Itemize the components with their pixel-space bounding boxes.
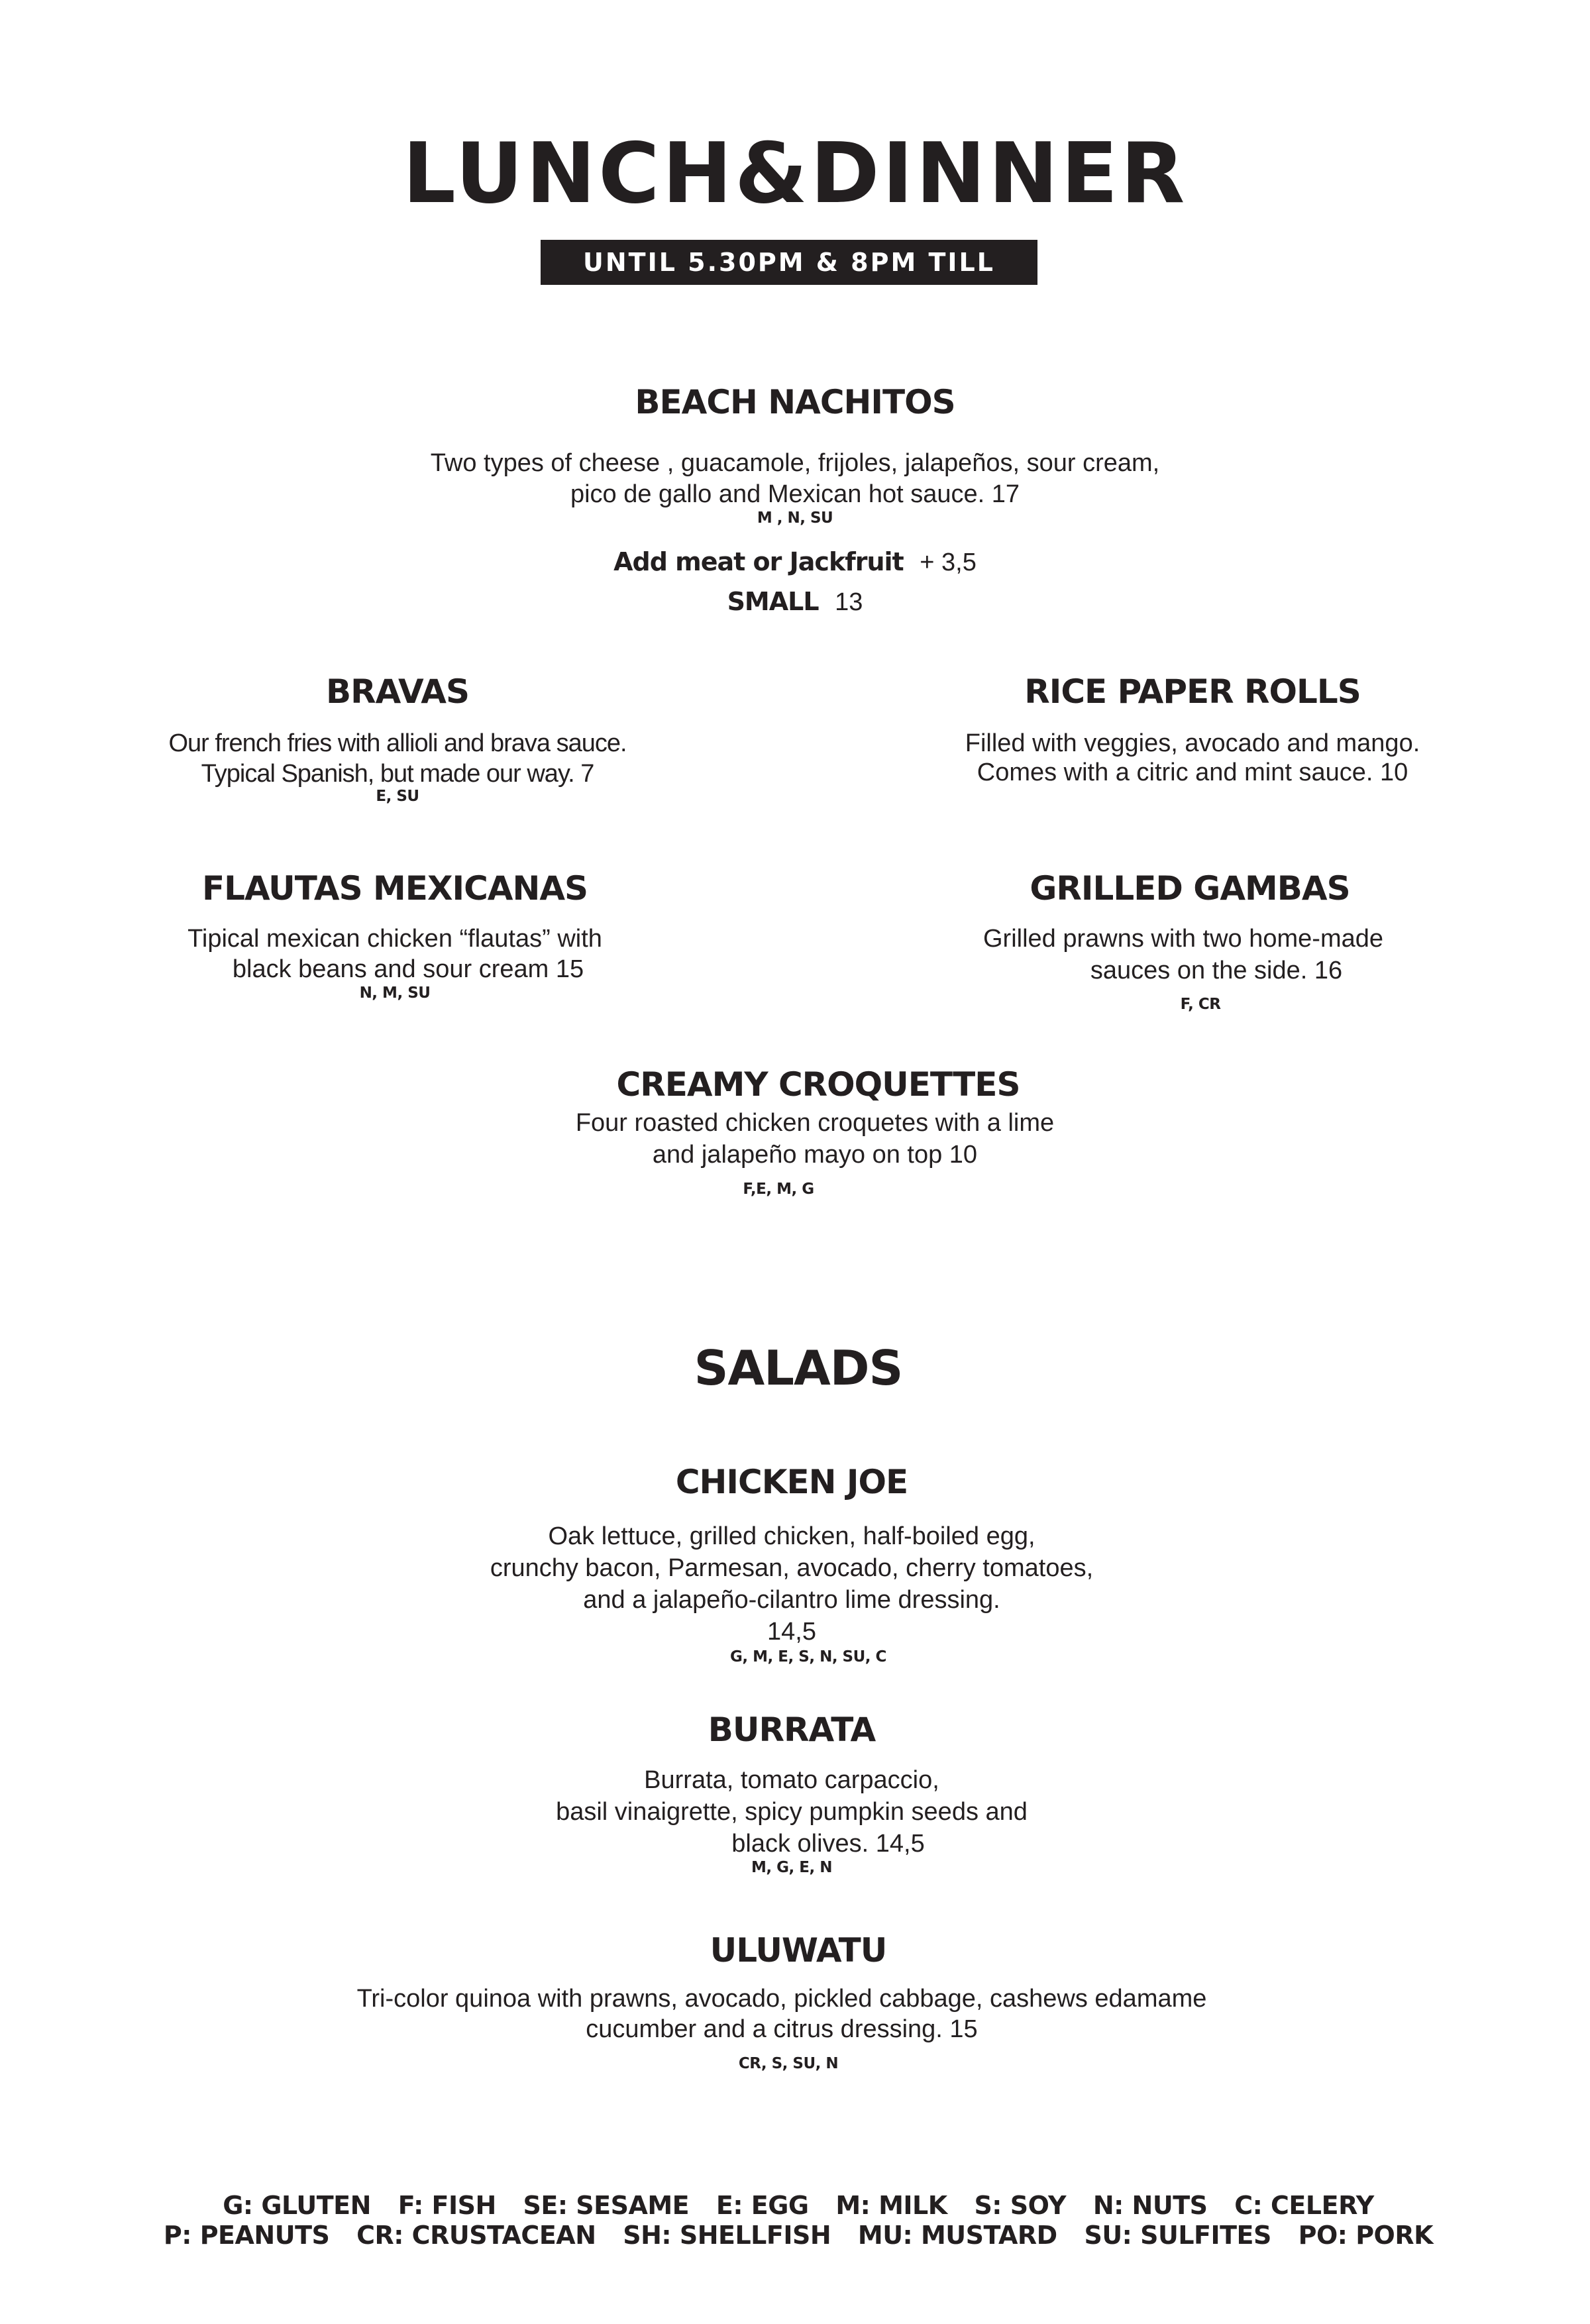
- dish-title-bravas: BRAVAS: [326, 672, 469, 711]
- addon-price: + 3,5: [920, 549, 977, 576]
- dish-desc-line: sauces on the side. 16: [1090, 957, 1343, 984]
- dish-title-uluwatu: ULUWATU: [710, 1931, 887, 1970]
- dish-desc-line: black olives. 14,5: [731, 1830, 925, 1858]
- addon-line: [0, 547, 1590, 577]
- dish-desc-line: Four roasted chicken croquetes with a lime: [575, 1109, 1055, 1137]
- dish-price: 14,5: [767, 1618, 816, 1646]
- dish-desc-line: Burrata, tomato carpaccio,: [644, 1766, 939, 1794]
- dish-desc-line: cucumber and a citrus dressing. 15: [586, 2015, 978, 2043]
- dish-desc-line: black beans and sour cream 15: [232, 955, 584, 983]
- dish-desc-line: Tri-color quinoa with prawns, avocado, pickled cabbage, cashews edamame: [356, 1985, 1207, 2013]
- legend-item: C: CELERY: [1234, 2191, 1374, 2220]
- legend-item: E: EGG: [716, 2191, 809, 2220]
- allergen-legend-row-2: [3, 2221, 1590, 2250]
- dish-title-burrata: BURRATA: [708, 1711, 876, 1749]
- dish-desc-line: Comes with a citric and mint sauce. 10: [977, 759, 1408, 786]
- addon-label: Add meat or Jackfruit: [613, 547, 904, 576]
- small-label: SMALL: [727, 587, 819, 616]
- hours-banner: UNTIL 5.30PM & 8PM TILL CLOSING: [541, 240, 1037, 285]
- dish-desc-line: Grilled prawns with two home-made: [982, 925, 1383, 953]
- allergen-codes: N, M, SU: [359, 984, 431, 1002]
- dish-title-grilled-gambas: GRILLED GAMBAS: [1030, 869, 1350, 908]
- allergen-codes: E, SU: [376, 788, 419, 805]
- dish-title-creamy-croquettes: CREAMY CROQUETTES: [616, 1065, 1020, 1104]
- legend-item: SE: SESAME: [523, 2191, 690, 2220]
- legend-item: M: MILK: [835, 2191, 947, 2220]
- legend-item: S: SOY: [974, 2191, 1067, 2220]
- dish-desc-line: Typical Spanish, but made our way. 7: [201, 760, 594, 788]
- dish-desc-line: Tipical mexican chicken “flautas” with: [187, 925, 602, 953]
- section-title-salads: SALADS: [694, 1340, 903, 1396]
- dish-title-chicken-joe: CHICKEN JOE: [675, 1463, 908, 1501]
- dish-desc-line: Our french fries with allioli and brava sauce.: [168, 729, 627, 757]
- allergen-codes: M, G, E, N: [751, 1859, 832, 1876]
- allergen-codes: CR, S, SU, N: [738, 2055, 839, 2072]
- dish-desc-line: and jalapeño mayo on top 10: [652, 1141, 978, 1169]
- allergen-codes: M , N, SU: [757, 509, 833, 527]
- legend-item: MU: MUSTARD: [857, 2221, 1057, 2250]
- dish-title-flautas-mexicanas: FLAUTAS MEXICANAS: [201, 869, 588, 908]
- allergen-codes: G, M, E, S, N, SU, C: [730, 1648, 886, 1665]
- allergen-legend-row-1: [3, 2191, 1590, 2220]
- dish-desc-line: Two types of cheese , guacamole, frijoles, jalapeños, sour cream,: [430, 449, 1160, 477]
- legend-item: SH: SHELLFISH: [623, 2221, 831, 2250]
- legend-item: CR: CRUSTACEAN: [356, 2221, 596, 2250]
- menu-title: LUNCH&DINNER: [402, 125, 1188, 222]
- allergen-codes: F, CR: [1180, 996, 1221, 1013]
- small-price: 13: [835, 588, 863, 616]
- allergen-codes: F,E, M, G: [743, 1181, 814, 1198]
- dish-desc-line: crunchy bacon, Parmesan, avocado, cherry tomatoes,: [490, 1554, 1094, 1582]
- dish-desc-line: Filled with veggies, avocado and mango.: [965, 729, 1420, 757]
- legend-item: PO: PORK: [1298, 2221, 1434, 2250]
- dish-desc-line: and a jalapeño-cilantro lime dressing.: [583, 1586, 1000, 1614]
- legend-item: G: GLUTEN: [223, 2191, 371, 2220]
- dish-desc-line: Oak lettuce, grilled chicken, half-boiled egg,: [548, 1522, 1035, 1550]
- dish-desc-line: basil vinaigrette, spicy pumpkin seeds and: [556, 1798, 1028, 1826]
- legend-item: N: NUTS: [1092, 2191, 1208, 2220]
- dish-title-beach-nachitos: BEACH NACHITOS: [635, 383, 955, 421]
- dish-title-rice-paper-rolls: RICE PAPER ROLLS: [1024, 672, 1361, 711]
- dish-desc-line: pico de gallo and Mexican hot sauce. 17: [570, 480, 1020, 508]
- legend-item: F: FISH: [398, 2191, 496, 2220]
- small-portion-line: [0, 587, 1590, 617]
- legend-item: P: PEANUTS: [163, 2221, 330, 2250]
- legend-item: SU: SULFITES: [1084, 2221, 1271, 2250]
